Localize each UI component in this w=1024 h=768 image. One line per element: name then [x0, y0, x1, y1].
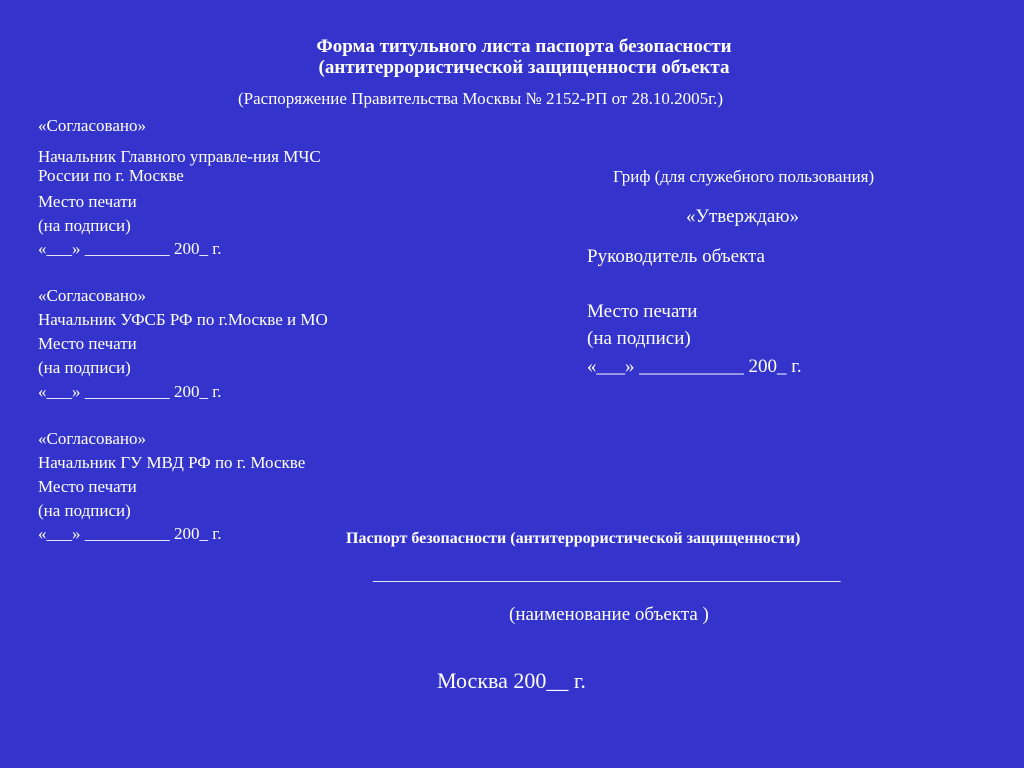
object-name-blank-line: _______________________________________________________	[373, 565, 841, 584]
approval-3-signature: (на подписи)	[38, 501, 131, 520]
approval-3-seal: Место печати	[38, 477, 137, 496]
object-name-caption: (наименование объекта )	[509, 604, 709, 625]
approve-label: «Утверждаю»	[686, 206, 799, 227]
approval-3-date: «___» __________ 200_ г.	[38, 524, 222, 543]
approval-1-agreed: «Согласовано»	[38, 116, 146, 135]
city-year: Москва 200__ г.	[437, 668, 586, 693]
approval-1-official-line2: России по г. Москве	[38, 166, 184, 185]
approval-3-official: Начальник ГУ МВД РФ по г. Москве	[38, 453, 306, 472]
approval-1-official	[38, 147, 321, 185]
approval-1-signature: (на подписи)	[38, 216, 131, 235]
approval-1-seal: Место печати	[38, 192, 137, 211]
approval-2-signature: (на подписи)	[38, 358, 131, 377]
approval-1-date: «___» __________ 200_ г.	[38, 239, 222, 258]
right-date: «___» ___________ 200_ г.	[587, 356, 802, 377]
passport-title: Паспорт безопасности (антитеррористической защищенности)	[346, 530, 801, 547]
right-seal: Место печати	[587, 301, 698, 322]
approval-1-official-line1: Начальник Главного управле-ния МЧС	[38, 147, 321, 166]
approval-3-agreed: «Согласовано»	[38, 429, 146, 448]
document-title-line1: Форма титульного листа паспорта безопасности	[316, 36, 732, 57]
right-signature: (на подписи)	[587, 328, 691, 349]
approval-2-agreed: «Согласовано»	[38, 286, 146, 305]
object-head: Руководитель объекта	[587, 246, 765, 267]
approval-2-official: Начальник УФСБ РФ по г.Москве и МО	[38, 310, 328, 329]
decree-reference: (Распоряжение Правительства Москвы № 2152-РП от 28.10.2005г.)	[238, 89, 724, 108]
approval-2-seal: Место печати	[38, 334, 137, 353]
document-title-line2: (антитеррористической защищенности объекта	[318, 57, 730, 78]
classification-stamp: Гриф (для служебного пользования)	[613, 167, 875, 186]
approval-2-date: «___» __________ 200_ г.	[38, 382, 222, 401]
